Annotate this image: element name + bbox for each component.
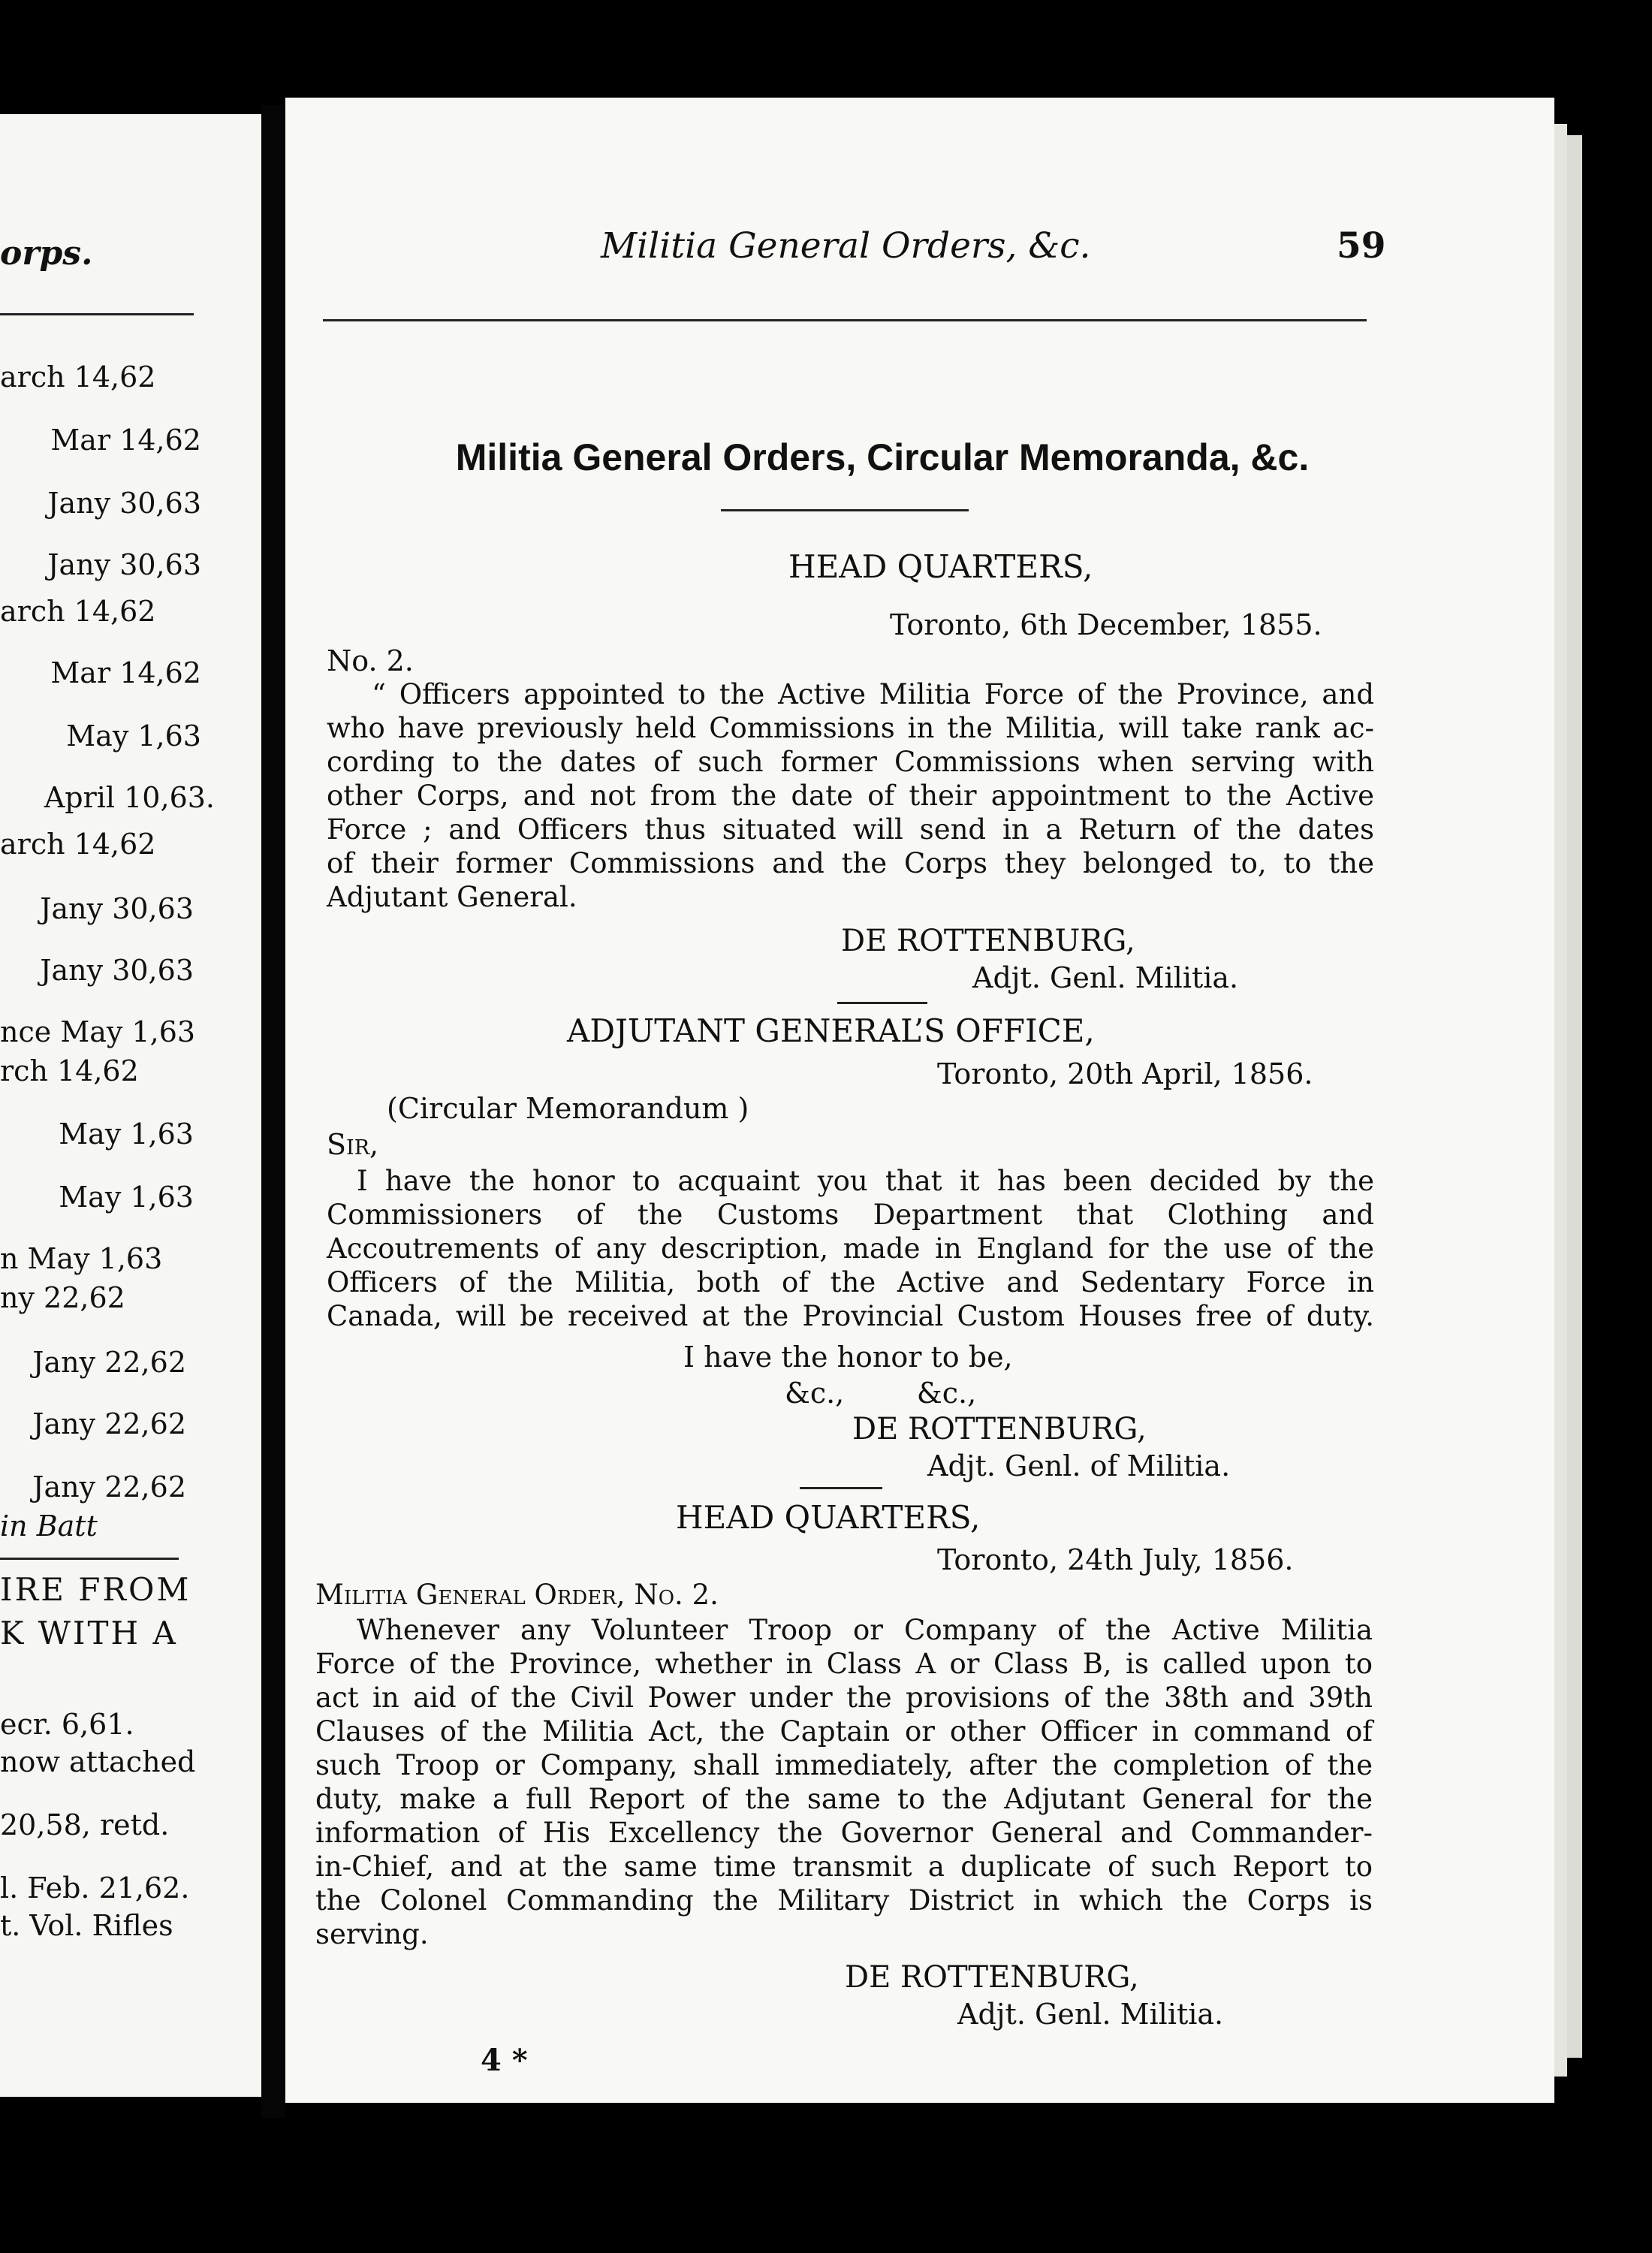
list-item: l. Feb. 21,62. bbox=[0, 1871, 190, 1905]
signature-title: Adjt. Genl. Militia. bbox=[957, 1998, 1224, 2031]
order-number: No. 2. bbox=[327, 644, 414, 677]
list-item: nce May 1,63 bbox=[0, 1015, 196, 1048]
list-item: May 1,63 bbox=[59, 1181, 194, 1214]
text-line: Clauses of the Militia Act, the Captain or other Officer in command of bbox=[315, 1715, 1373, 1748]
list-item: K WITH A bbox=[0, 1615, 178, 1651]
etc-line: &c., &c., bbox=[785, 1377, 977, 1410]
header-rule bbox=[323, 319, 1367, 321]
order-label: Militia General Order, No. 2. bbox=[315, 1579, 719, 1611]
signature-title: Adjt. Genl. Militia. bbox=[972, 961, 1239, 994]
page-title: Militia General Orders, Circular Memoranda, &c. bbox=[455, 436, 1310, 478]
text-line: the Colonel Commanding the Military District in which the Corps is bbox=[315, 1884, 1373, 1917]
list-item: Jany 22,62 bbox=[32, 1346, 186, 1379]
section-body bbox=[327, 1164, 1374, 1333]
text-line: Force of the Province, whether in Class A or Class B, is called upon to bbox=[315, 1648, 1373, 1680]
text-line: other Corps, and not from the date of their appointment to the Active bbox=[327, 780, 1374, 812]
title-rule bbox=[721, 509, 969, 511]
list-item: rch 14,62 bbox=[0, 1054, 139, 1087]
text-line: Whenever any Volunteer Troop or Company of the Active Militia bbox=[357, 1614, 1373, 1646]
section-body bbox=[315, 1613, 1373, 1951]
section-rule bbox=[837, 1002, 927, 1004]
text-line: Adjutant General. bbox=[327, 881, 577, 913]
signature: DE ROTTENBURG, bbox=[845, 1960, 1139, 1995]
text-line: Force ; and Officers thus situated will send in a Return of the dates bbox=[327, 813, 1374, 846]
text-line: such Troop or Company, shall immediately, after the completion of the bbox=[315, 1749, 1373, 1781]
previous-page-rule bbox=[0, 1558, 179, 1560]
list-item: Mar 14,62 bbox=[50, 656, 201, 689]
signature-title: Adjt. Genl. of Militia. bbox=[927, 1449, 1231, 1482]
text-line: in-Chief, and at the same time transmit a duplicate of such Report to bbox=[315, 1850, 1373, 1883]
previous-page-header: orps. bbox=[0, 234, 93, 273]
text-line: Commissioners of the Customs Department that Clothing and bbox=[327, 1199, 1374, 1231]
list-item: IRE FROM bbox=[0, 1571, 191, 1608]
list-item: Jany 30,63 bbox=[47, 548, 201, 581]
text-line: of their former Commissions and the Corps they belonged to, to the bbox=[327, 847, 1374, 879]
section-body bbox=[327, 677, 1374, 914]
text-line: serving. bbox=[315, 1918, 429, 1950]
list-item: Jany 30,63 bbox=[40, 892, 194, 925]
text-line: duty, make a full Report of the same to the Adjutant General for the bbox=[315, 1783, 1373, 1815]
list-item: in Batt bbox=[0, 1510, 98, 1543]
salutation: Sir, bbox=[327, 1128, 379, 1161]
page-edge bbox=[1565, 135, 1582, 2058]
list-item: arch 14,62 bbox=[0, 595, 156, 628]
date-line: Toronto, 6th December, 1855. bbox=[890, 608, 1322, 641]
list-item: Jany 22,62 bbox=[32, 1407, 186, 1440]
section-heading: HEAD QUARTERS, bbox=[676, 1499, 981, 1536]
list-item: 20,58, retd. bbox=[0, 1808, 170, 1841]
signature: DE ROTTENBURG, bbox=[841, 924, 1135, 958]
section-rule bbox=[800, 1487, 882, 1489]
signature: DE ROTTENBURG, bbox=[852, 1412, 1147, 1446]
section-heading: HEAD QUARTERS, bbox=[788, 548, 1093, 585]
list-item: arch 14,62 bbox=[0, 360, 156, 394]
list-item: now attached bbox=[0, 1745, 196, 1778]
list-item: Jany 30,63 bbox=[40, 954, 194, 987]
closing-line: I have the honor to be, bbox=[683, 1341, 1013, 1374]
running-title: Militia General Orders, &c. bbox=[601, 225, 1091, 267]
text-line: Accoutrements of any description, made in England for the use of the bbox=[327, 1232, 1374, 1265]
text-line: who have previously held Commissions in the Militia, will take rank ac- bbox=[327, 712, 1374, 744]
text-line: cording to the dates of such former Commissions when serving with bbox=[327, 746, 1374, 778]
text-line: Officers of the Militia, both of the Active and Sedentary Force in bbox=[327, 1266, 1374, 1298]
text-line: information of His Excellency the Governor General and Commander- bbox=[315, 1817, 1373, 1849]
section-heading: ADJUTANT GENERAL’S OFFICE, bbox=[567, 1012, 1095, 1049]
list-item: April 10,63. bbox=[44, 781, 215, 814]
previous-page-rule bbox=[0, 313, 194, 315]
text-line: “ Officers appointed to the Active Militia Force of the Province, and bbox=[372, 678, 1374, 710]
text-line: act in aid of the Civil Power under the provisions of the 38th and 39th bbox=[315, 1681, 1373, 1714]
date-line: Toronto, 20th April, 1856. bbox=[937, 1057, 1313, 1090]
list-item: ecr. 6,61. bbox=[0, 1708, 134, 1741]
list-item: Mar 14,62 bbox=[50, 424, 201, 457]
book-gutter bbox=[261, 105, 285, 2118]
previous-page bbox=[0, 114, 261, 2097]
page-number: 59 bbox=[1337, 225, 1386, 267]
signature-mark: 4 * bbox=[481, 2043, 528, 2078]
list-item: May 1,63 bbox=[59, 1117, 194, 1151]
main-page bbox=[285, 98, 1554, 2103]
list-item: arch 14,62 bbox=[0, 828, 156, 861]
list-item: Jany 30,63 bbox=[47, 487, 201, 520]
text-line: I have the honor to acquaint you that it has been decided by the bbox=[357, 1165, 1374, 1197]
list-item: n May 1,63 bbox=[0, 1242, 163, 1275]
list-item: ny 22,62 bbox=[0, 1281, 125, 1314]
list-item: May 1,63 bbox=[66, 719, 201, 753]
list-item: t. Vol. Rifles bbox=[0, 1909, 173, 1942]
memo-label: (Circular Memorandum ) bbox=[387, 1092, 749, 1125]
date-line: Toronto, 24th July, 1856. bbox=[937, 1543, 1294, 1576]
list-item: Jany 22,62 bbox=[32, 1470, 186, 1504]
text-line: Canada, will be received at the Provincial Custom Houses free of duty. bbox=[327, 1300, 1374, 1332]
